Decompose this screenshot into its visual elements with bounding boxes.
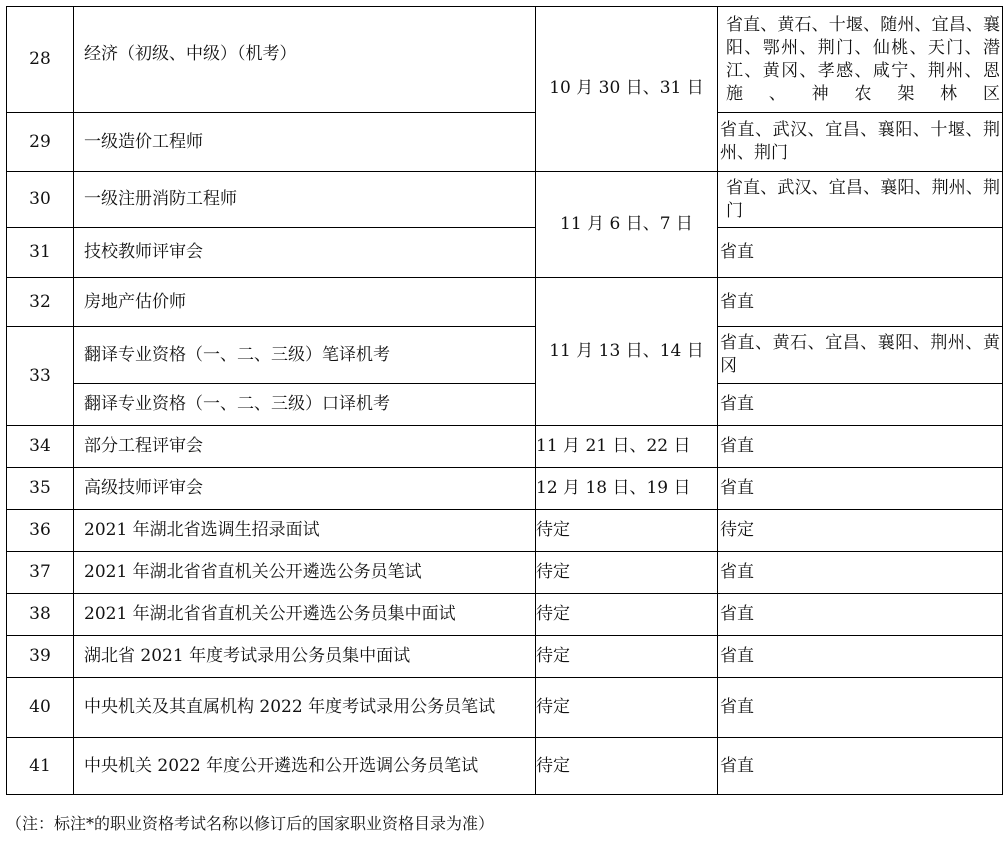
row-number: 28 bbox=[7, 7, 74, 113]
exam-date: 待定 bbox=[536, 594, 718, 636]
exam-date: 待定 bbox=[536, 678, 718, 738]
exam-name: 2021 年湖北省省直机关公开遴选公务员集中面试 bbox=[74, 594, 536, 636]
table-row bbox=[7, 384, 1003, 426]
table-row bbox=[7, 678, 1003, 738]
row-number: 31 bbox=[7, 228, 74, 278]
exam-date: 11 月 6 日、7 日 bbox=[536, 172, 718, 278]
exam-region: 省直 bbox=[718, 594, 1003, 636]
table-row bbox=[7, 327, 1003, 384]
exam-date: 11 月 13 日、14 日 bbox=[536, 278, 718, 426]
exam-region: 省直 bbox=[718, 552, 1003, 594]
exam-name: 房地产估价师 bbox=[74, 278, 536, 327]
exam-region: 省直 bbox=[718, 468, 1003, 510]
exam-date: 10 月 30 日、31 日 bbox=[536, 7, 718, 172]
exam-name: 湖北省 2021 年度考试录用公务员集中面试 bbox=[74, 636, 536, 678]
exam-name: 一级注册消防工程师 bbox=[74, 172, 536, 228]
exam-name: 经济（初级、中级）（机考） bbox=[74, 7, 536, 113]
exam-region: 省直 bbox=[718, 636, 1003, 678]
table-row bbox=[7, 113, 1003, 172]
row-number: 37 bbox=[7, 552, 74, 594]
footnote: （注：标注*的职业资格考试名称以修订后的国家职业资格目录为准） bbox=[6, 814, 495, 833]
exam-region: 省直 bbox=[718, 738, 1003, 795]
exam-name: 翻译专业资格（一、二、三级）口译机考 bbox=[74, 384, 536, 426]
exam-date: 12 月 18 日、19 日 bbox=[536, 468, 718, 510]
row-number: 39 bbox=[7, 636, 74, 678]
table-row bbox=[7, 552, 1003, 594]
table-row bbox=[7, 738, 1003, 795]
exam-name: 中央机关 2022 年度公开遴选和公开选调公务员笔试 bbox=[74, 738, 536, 795]
table-row bbox=[7, 594, 1003, 636]
exam-date: 11 月 21 日、22 日 bbox=[536, 426, 718, 468]
row-number: 41 bbox=[7, 738, 74, 795]
exam-name: 高级技师评审会 bbox=[74, 468, 536, 510]
exam-name: 技校教师评审会 bbox=[74, 228, 536, 278]
exam-region: 省直、武汉、宜昌、襄阳、荆州、荆门 bbox=[718, 172, 1003, 228]
row-number: 35 bbox=[7, 468, 74, 510]
exam-region: 待定 bbox=[718, 510, 1003, 552]
exam-date: 待定 bbox=[536, 552, 718, 594]
table-row bbox=[7, 468, 1003, 510]
exam-date: 待定 bbox=[536, 636, 718, 678]
row-number: 29 bbox=[7, 113, 74, 172]
exam-name: 2021 年湖北省选调生招录面试 bbox=[74, 510, 536, 552]
table-row bbox=[7, 172, 1003, 228]
exam-name: 一级造价工程师 bbox=[74, 113, 536, 172]
row-number: 32 bbox=[7, 278, 74, 327]
table-row bbox=[7, 426, 1003, 468]
row-number: 38 bbox=[7, 594, 74, 636]
exam-region: 省直、武汉、宜昌、襄阳、十堰、荆州、荆门 bbox=[718, 113, 1003, 172]
table-row bbox=[7, 636, 1003, 678]
exam-date: 待定 bbox=[536, 738, 718, 795]
table-row bbox=[7, 510, 1003, 552]
exam-region: 省直 bbox=[718, 426, 1003, 468]
exam-schedule-table bbox=[6, 6, 1003, 795]
row-number: 40 bbox=[7, 678, 74, 738]
exam-name: 翻译专业资格（一、二、三级）笔译机考 bbox=[74, 327, 536, 384]
exam-region: 省直 bbox=[718, 278, 1003, 327]
exam-region: 省直 bbox=[718, 228, 1003, 278]
exam-region: 省直、黄石、宜昌、襄阳、荆州、黄冈 bbox=[718, 327, 1003, 384]
exam-region: 省直 bbox=[718, 384, 1003, 426]
table-row bbox=[7, 7, 1003, 113]
exam-region: 省直 bbox=[718, 678, 1003, 738]
exam-region: 省直、黄石、十堰、随州、宜昌、襄阳、鄂州、荆门、仙桃、天门、潜江、黄冈、孝感、咸宁、荆州、恩施、神农架林区 bbox=[718, 7, 1003, 113]
row-number: 33 bbox=[7, 327, 74, 426]
exam-name: 部分工程评审会 bbox=[74, 426, 536, 468]
row-number: 36 bbox=[7, 510, 74, 552]
row-number: 30 bbox=[7, 172, 74, 228]
table-row bbox=[7, 228, 1003, 278]
row-number: 34 bbox=[7, 426, 74, 468]
exam-name: 中央机关及其直属机构 2022 年度考试录用公务员笔试 bbox=[74, 678, 536, 738]
exam-name: 2021 年湖北省省直机关公开遴选公务员笔试 bbox=[74, 552, 536, 594]
exam-date: 待定 bbox=[536, 510, 718, 552]
table-row bbox=[7, 278, 1003, 327]
